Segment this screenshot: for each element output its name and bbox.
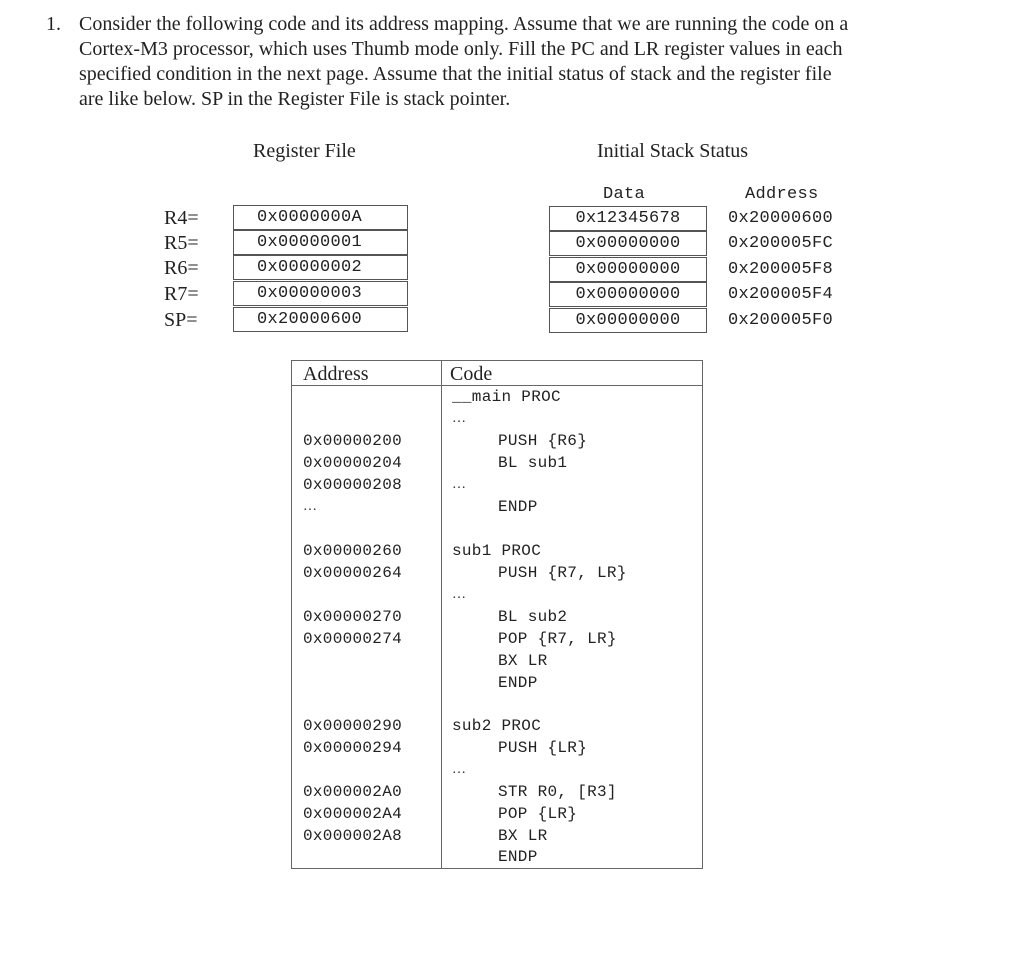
code-row	[292, 584, 702, 606]
code-row	[292, 496, 702, 518]
address-column-header: Address	[303, 363, 369, 385]
code-address: 0x000002A4	[303, 805, 403, 823]
stack-data: 0x00000000	[549, 257, 707, 282]
code-address: 0x00000200	[303, 432, 403, 450]
question-line: Cortex-M3 processor, which uses Thumb mode only. Fill the PC and LR register values in each	[79, 38, 843, 60]
code-row	[292, 408, 702, 430]
code-row	[292, 606, 702, 628]
code-line: ENDP	[498, 674, 538, 692]
code-address: 0x00000260	[303, 542, 403, 560]
register-file-title: Register File	[253, 140, 356, 162]
code-address: 0x00000208	[303, 476, 403, 494]
code-row	[292, 715, 702, 737]
register-name: R7=	[164, 283, 199, 305]
code-row	[292, 846, 702, 868]
code-row	[292, 540, 702, 562]
stack-address: 0x200005FC	[728, 234, 834, 253]
code-row	[292, 803, 702, 825]
code-address: 0x00000270	[303, 608, 403, 626]
code-table	[291, 360, 703, 869]
code-address: 0x00000264	[303, 564, 403, 582]
stack-address: 0x20000600	[728, 209, 834, 228]
code-line: ENDP	[498, 848, 538, 866]
stack-data-header: Data	[603, 185, 646, 204]
code-line: …	[452, 587, 467, 602]
question-number: 1.	[46, 13, 61, 35]
code-line: POP {R7, LR}	[498, 630, 617, 648]
question-text	[79, 12, 959, 112]
register-value: 0x20000600	[233, 307, 408, 332]
stack-title: Initial Stack Status	[597, 140, 749, 162]
stack-data: 0x00000000	[549, 282, 707, 307]
register-name: SP=	[164, 309, 198, 331]
code-row	[292, 430, 702, 452]
code-row	[292, 737, 702, 759]
code-row	[292, 650, 702, 672]
code-line: POP {LR}	[498, 805, 578, 823]
register-name: R6=	[164, 257, 199, 279]
code-row	[292, 452, 702, 474]
code-row	[292, 694, 702, 716]
code-address: 0x00000294	[303, 739, 403, 757]
code-address: 0x00000274	[303, 630, 403, 648]
code-line: ENDP	[498, 498, 538, 516]
register-value: 0x00000001	[233, 230, 408, 255]
stack-data: 0x00000000	[549, 308, 707, 333]
code-line: STR R0, [R3]	[498, 783, 617, 801]
code-line: BX LR	[498, 827, 548, 845]
code-line: sub2 PROC	[452, 717, 542, 735]
code-row	[292, 781, 702, 803]
code-line: …	[452, 762, 467, 777]
code-line: sub1 PROC	[452, 542, 542, 560]
code-line: …	[452, 411, 467, 426]
code-row	[292, 759, 702, 781]
code-row	[292, 474, 702, 496]
code-row	[292, 628, 702, 650]
code-line: PUSH {R7, LR}	[498, 564, 627, 582]
stack-data: 0x12345678	[549, 206, 707, 231]
stack-address: 0x200005F8	[728, 260, 834, 279]
question-line: Consider the following code and its address mapping. Assume that we are running the code on a	[79, 13, 849, 35]
register-name: R5=	[164, 232, 199, 254]
stack-data: 0x00000000	[549, 231, 707, 256]
code-row	[292, 386, 702, 408]
code-line: BX LR	[498, 652, 548, 670]
question-line: specified condition in the next page. Assume that the initial status of stack and the register file	[79, 63, 832, 85]
code-line: …	[452, 477, 467, 492]
code-line: PUSH {R6}	[498, 432, 588, 450]
code-line: BL sub2	[498, 608, 568, 626]
stack-address-header: Address	[745, 185, 819, 204]
code-address: 0x00000290	[303, 717, 403, 735]
register-value: 0x00000003	[233, 281, 408, 306]
code-column-header: Code	[450, 363, 493, 385]
code-line: BL sub1	[498, 454, 568, 472]
code-line: PUSH {LR}	[498, 739, 588, 757]
code-row	[292, 518, 702, 540]
code-address: 0x000002A0	[303, 783, 403, 801]
code-row	[292, 672, 702, 694]
question-line: are like below. SP in the Register File is stack pointer.	[79, 88, 511, 110]
code-row	[292, 562, 702, 584]
stack-address: 0x200005F0	[728, 311, 834, 330]
code-address: 0x00000204	[303, 454, 403, 472]
code-line: __main PROC	[452, 388, 561, 406]
code-address: …	[303, 499, 318, 514]
code-address: 0x000002A8	[303, 827, 403, 845]
register-value: 0x00000002	[233, 255, 408, 280]
register-value: 0x0000000A	[233, 205, 408, 230]
stack-address: 0x200005F4	[728, 285, 834, 304]
register-name: R4=	[164, 207, 199, 229]
code-row	[292, 825, 702, 847]
